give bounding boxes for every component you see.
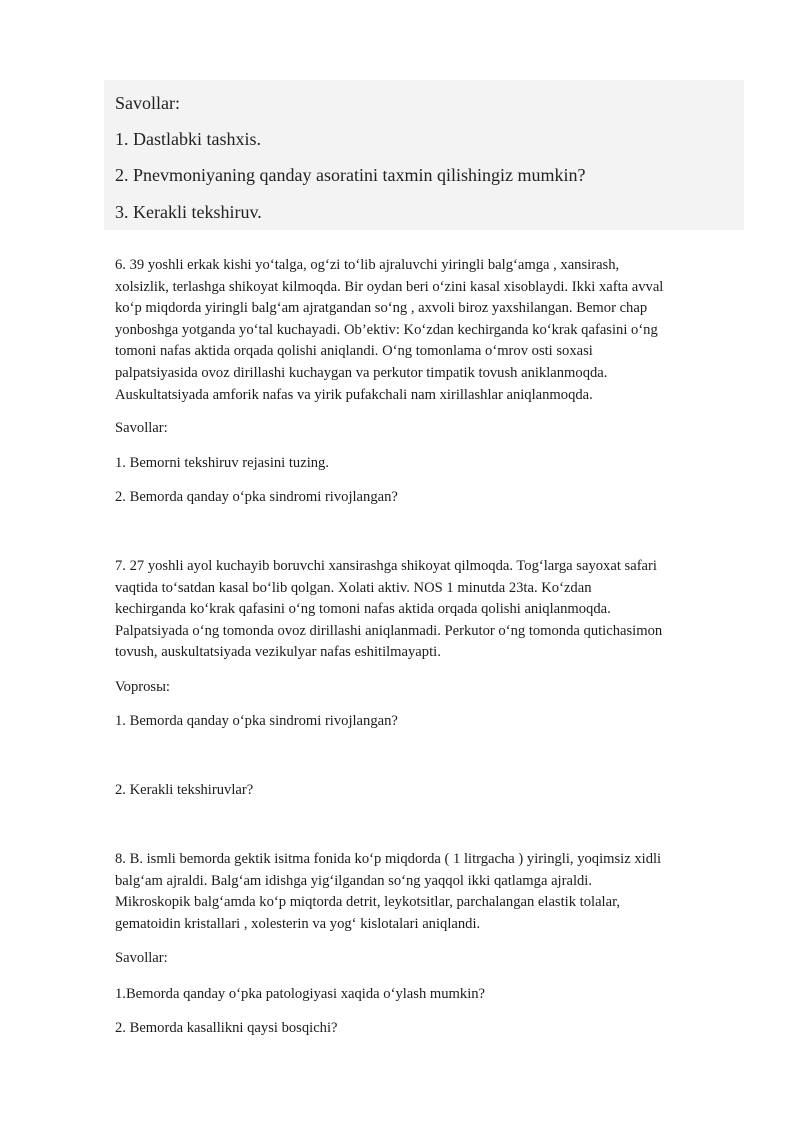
case-8-line: 8. B. ismli bemorda gektik isitma fonida ko‘p miqdorda ( 1 litrgacha ) yiringli, yoqimsiz xidli bbox=[115, 851, 662, 867]
case-6-question-1: 1. Bemorni tekshiruv rejasini tuzing. bbox=[115, 455, 330, 471]
case-6-line: 6. 39 yoshli erkak kishi yo‘talga, og‘zi to‘lib ajraluvchi yiringli balg‘amga , xansirash, bbox=[115, 257, 620, 273]
case-7-questions-heading: Voprosы: bbox=[115, 679, 170, 695]
case-6-questions-heading: Savollar: bbox=[115, 420, 168, 436]
case-8-text bbox=[115, 849, 745, 935]
questions-heading: Savollar: bbox=[115, 93, 180, 113]
case-6-line: ko‘p miqdorda yiringli balg‘am ajratgandan so‘ng , axvoli biroz yaxshilangan. Bemor chap bbox=[115, 300, 648, 317]
question-item-2: 2. Pnevmoniyaning qanday asoratini taxmin qilishingiz mumkin? bbox=[115, 165, 586, 185]
case-7-line: kechirganda ko‘krak qafasini o‘ng tomoni nafas aktida orqada qolishi aniqlanmoqda. bbox=[115, 601, 611, 618]
case-8-line: gematoidin kristallari , xolesterin va yog‘ kislotalari aniqlandi. bbox=[115, 915, 481, 932]
case-6-line: xolsizlik, terlashga shikoyat kilmoqda. Bir oydan beri o‘zini kasal xisoblaydi. Ikki xafta avval bbox=[115, 278, 664, 295]
case-8-question-1: 1.Bemorda qanday o‘pka patologiyasi xaqida o‘ylash mumkin? bbox=[115, 986, 486, 1002]
case-6-line: tomoni nafas aktida orqada qolishi aniqlandi. O‘ng tomonlama o‘mrov osti soxasi bbox=[115, 343, 593, 360]
case-6-line: Auskultatsiyada amforik nafas va yirik pufakchali nam xirillashlar aniqlanmoqda. bbox=[115, 386, 593, 403]
case-7-line: Palpatsiyada o‘ng tomonda ovoz dirillashi aniqlanmadi. Perkutor o‘ng tomonda qutichasimon bbox=[115, 622, 663, 639]
case-8-line: balg‘am ajraldi. Balg‘am idishga yig‘ilgandan so‘ng yaqqol ikki qatlamga ajraldi. bbox=[115, 872, 593, 889]
question-item-1: 1. Dastlabki tashxis. bbox=[115, 129, 261, 149]
case-7-line: vaqtida to‘satdan kasal bo‘lib qolgan. Xolati aktiv. NOS 1 minutda 23ta. Ko‘zdan bbox=[115, 579, 592, 596]
case-7-text bbox=[115, 556, 745, 664]
case-7-question-2: 2. Kerakli tekshiruvlar? bbox=[115, 782, 254, 798]
case-7-question-1: 1. Bemorda qanday o‘pka sindromi rivojlangan? bbox=[115, 713, 398, 729]
case-6-text bbox=[115, 255, 745, 406]
question-item-3: 3. Kerakli tekshiruv. bbox=[115, 202, 262, 222]
case-6-question-2: 2. Bemorda qanday o‘pka sindromi rivojlangan? bbox=[115, 489, 398, 505]
case-6-line: yonboshga yotganda yo‘tal kuchayadi. Ob’ektiv: Ko‘zdan kechirganda ko‘krak qafasini o‘ng bbox=[115, 321, 658, 338]
case-8-questions-heading: Savollar: bbox=[115, 950, 168, 966]
case-7-line: tovush, auskultatsiyada vezikulyar nafas eshitilmayapti. bbox=[115, 644, 441, 661]
case-8-line: Mikroskopik balg‘amda ko‘p miqtorda detrit, leykotsitlar, parchalangan elastik tolalar, bbox=[115, 894, 621, 911]
case-7-line: 7. 27 yoshli ayol kuchayib boruvchi xansirashga shikoyat qilmoqda. Tog‘larga sayoxat safari bbox=[115, 558, 657, 574]
case-8-question-2: 2. Bemorda kasallikni qaysi bosqichi? bbox=[115, 1020, 338, 1036]
case-6-line: palpatsiyasida ovoz dirillashi kuchaygan va perkutor timpatik tovush aniklanmoqda. bbox=[115, 364, 608, 381]
